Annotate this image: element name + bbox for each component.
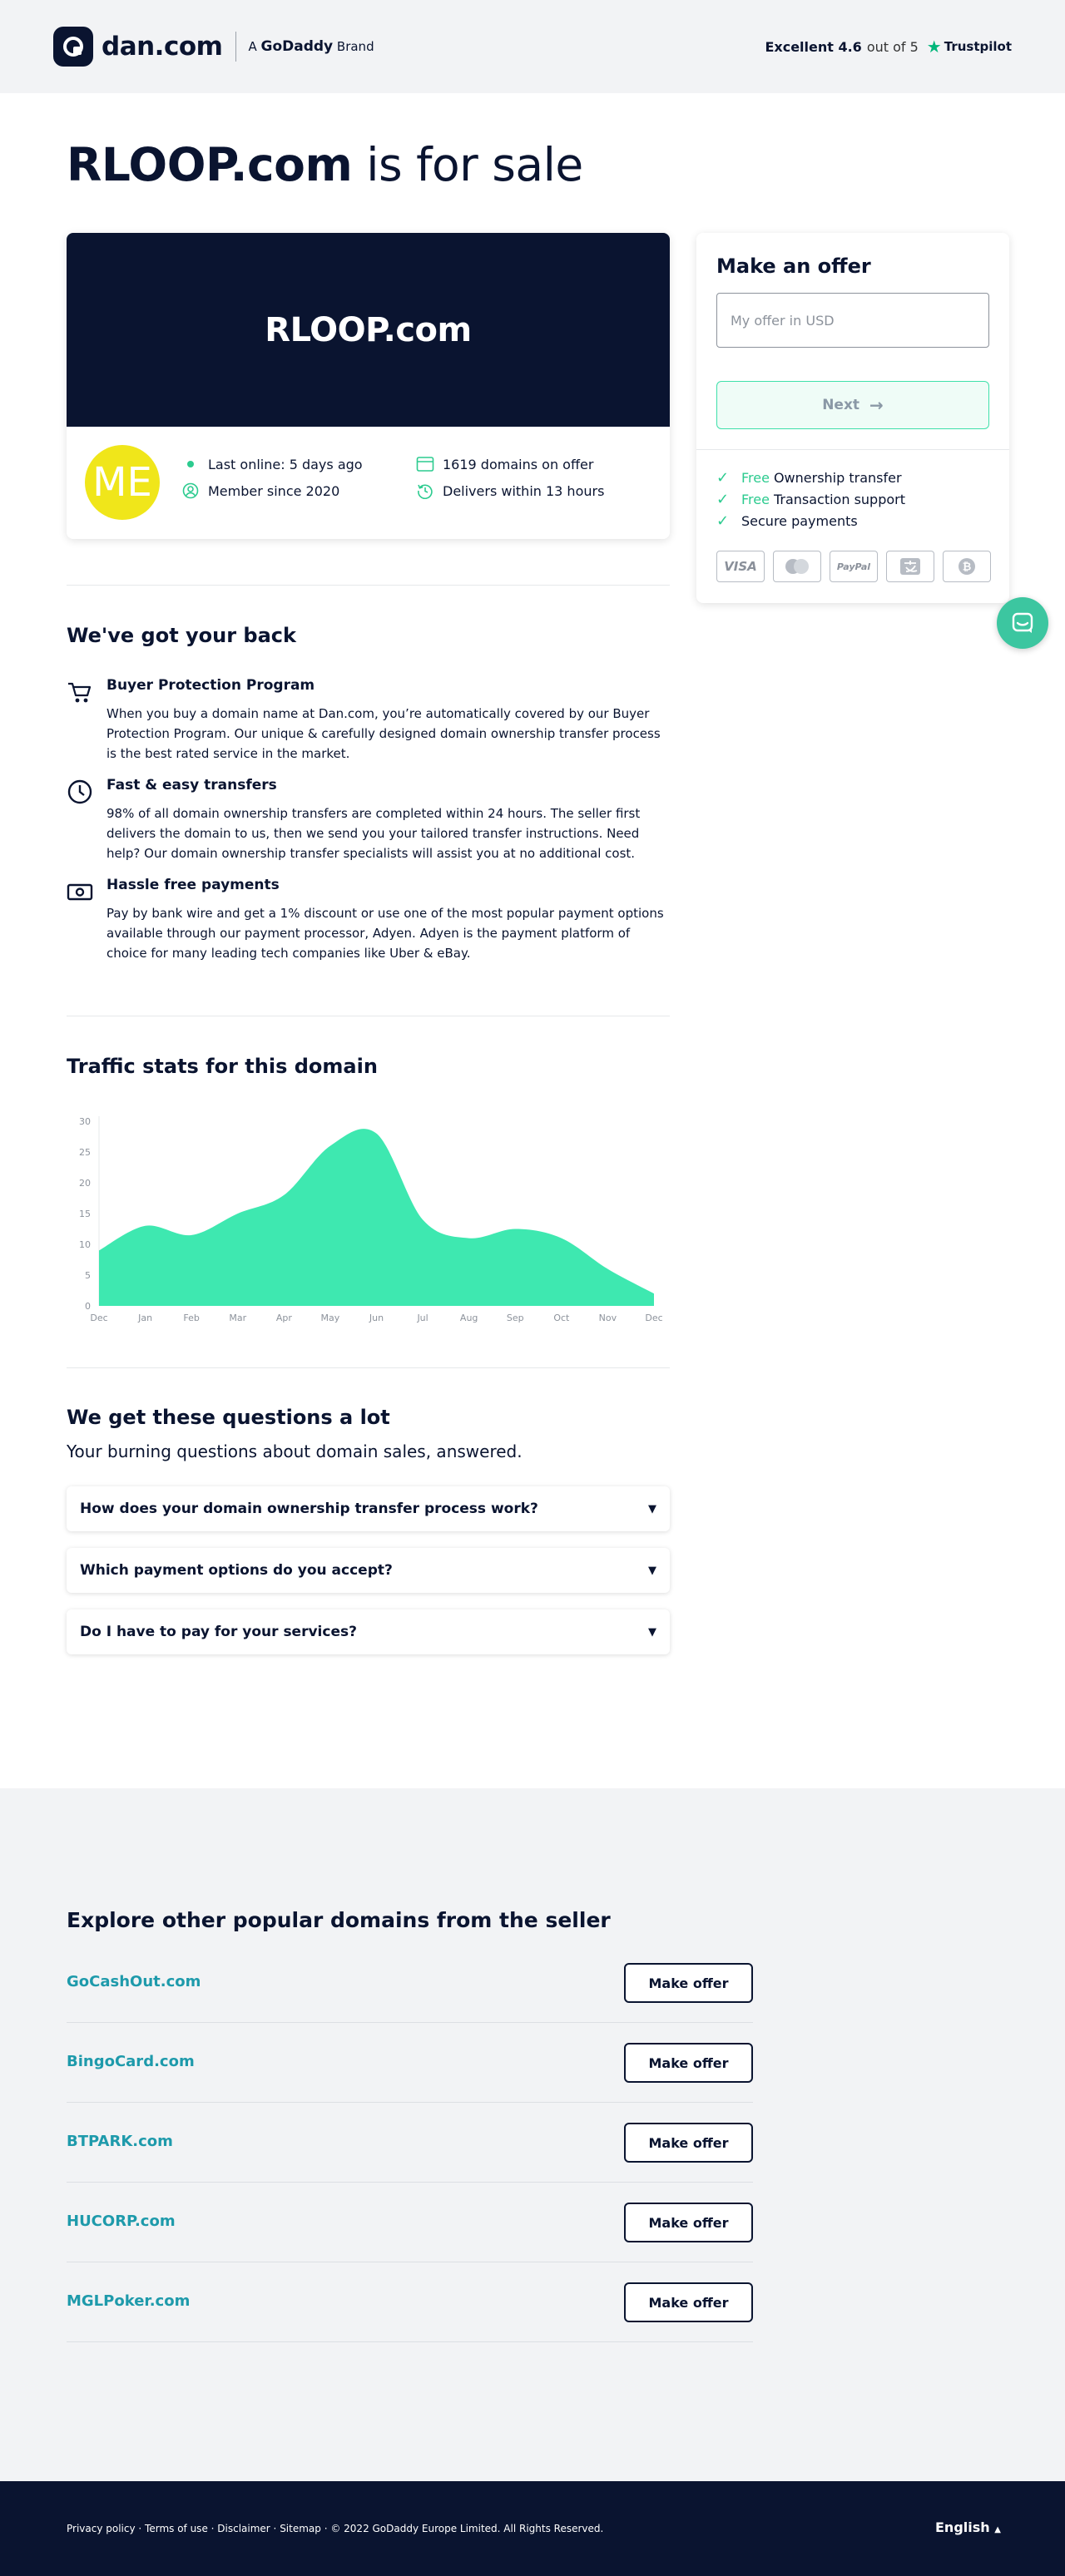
x-tick-label: Jul xyxy=(417,1313,428,1323)
seller-domain-row xyxy=(67,2103,753,2183)
seller-domain-link[interactable]: GoCashOut.com xyxy=(67,1973,201,1990)
faq-heading: We get these questions a lot xyxy=(67,1406,390,1429)
faq-item[interactable] xyxy=(67,1486,670,1531)
offer-card xyxy=(696,233,1009,603)
make-offer-button[interactable]: Make offer xyxy=(624,2203,753,2242)
x-tick-label: Dec xyxy=(645,1313,663,1323)
x-tick-label: Feb xyxy=(183,1313,200,1323)
make-offer-button[interactable]: Make offer xyxy=(624,2043,753,2083)
last-online xyxy=(181,455,363,473)
dan-logo-icon xyxy=(53,27,93,67)
faq-question: Which payment options do you accept? xyxy=(80,1562,393,1579)
mastercard-icon xyxy=(773,551,821,582)
check-icon: ✓ xyxy=(716,491,730,508)
traffic-chart xyxy=(67,1098,670,1323)
banknote-icon xyxy=(67,878,93,905)
feature-secure-payments xyxy=(716,512,858,530)
trustpilot-rating[interactable] xyxy=(765,37,1012,57)
free-label: Free xyxy=(741,492,770,507)
visa-icon: VISA xyxy=(716,551,765,582)
delivery-time-text: Delivers within 13 hours xyxy=(443,482,605,499)
benefit-text: 98% of all domain ownership transfers are completed within 24 hours. The seller first delivers the domain to us, then we send you your tailored transfer instructions. Need help? Our domain ownership transfer specialists will assist you at no additional cost. xyxy=(106,806,641,861)
trustpilot-out-of: out of 5 xyxy=(866,38,919,55)
make-offer-button[interactable]: Make offer xyxy=(624,1963,753,2003)
site-header xyxy=(0,0,1065,93)
seller-domain-row xyxy=(67,2262,753,2342)
domains-on-offer[interactable] xyxy=(416,455,593,473)
domains-on-offer-text: 1619 domains on offer xyxy=(443,456,594,472)
chevron-down-icon: ▼ xyxy=(648,1502,656,1515)
browser-window-icon xyxy=(416,455,434,473)
traffic-heading: Traffic stats for this domain xyxy=(67,1055,378,1078)
language-label: English xyxy=(935,2519,990,2535)
x-tick-label: Dec xyxy=(90,1313,108,1323)
feature-transaction-support xyxy=(716,491,905,508)
terms-of-use-link[interactable]: Terms of use xyxy=(145,2523,208,2534)
seller-domain-row xyxy=(67,2023,753,2103)
y-tick-label: 10 xyxy=(79,1239,91,1250)
seller-domain-link[interactable]: BingoCard.com xyxy=(67,2053,195,2070)
domain-banner xyxy=(67,233,670,427)
benefit-title: Fast & easy transfers xyxy=(106,777,277,794)
x-tick-label: Apr xyxy=(275,1313,292,1323)
faq-question: How does your domain ownership transfer process work? xyxy=(80,1501,538,1517)
payment-methods xyxy=(716,551,999,582)
online-dot-icon xyxy=(181,455,200,473)
feature-text: Secure payments xyxy=(741,513,858,529)
y-tick-label: 0 xyxy=(85,1301,91,1312)
x-tick-label: May xyxy=(320,1313,340,1323)
x-tick-label: Oct xyxy=(553,1313,570,1323)
seller-avatar: ME xyxy=(85,445,160,520)
benefit-title: Hassle free payments xyxy=(106,877,280,893)
user-circle-icon xyxy=(181,482,200,500)
feature-ownership-transfer xyxy=(716,469,902,487)
privacy-policy-link[interactable]: Privacy policy xyxy=(67,2523,136,2534)
y-tick-label: 30 xyxy=(79,1116,91,1127)
faq-item[interactable] xyxy=(67,1548,670,1593)
offer-divider xyxy=(696,449,1009,450)
trustpilot-star-icon: ★ xyxy=(926,37,942,57)
caret-up-icon: ▲ xyxy=(994,2525,1001,2534)
x-tick-label: Nov xyxy=(598,1313,617,1323)
x-tick-label: Mar xyxy=(229,1313,247,1323)
seller-domain-row xyxy=(67,1943,753,2023)
y-tick-label: 5 xyxy=(85,1270,91,1281)
chevron-down-icon: ▼ xyxy=(648,1564,656,1577)
x-tick-label: Sep xyxy=(506,1313,524,1323)
feature-text: Transaction support xyxy=(773,492,905,507)
benefit-text: Pay by bank wire and get a 1% discount or use one of the most popular payment options available through our payment processor, Adyen. Adyen is the payment platform of choice for many leading tech companies like Uber & eBay. xyxy=(106,906,664,961)
chevron-down-icon: ▼ xyxy=(648,1625,656,1639)
check-icon: ✓ xyxy=(716,512,730,530)
copyright: © 2022 GoDaddy Europe Limited. All Rights Reserved. xyxy=(330,2523,604,2534)
site-footer xyxy=(0,2481,1065,2576)
member-since xyxy=(181,482,339,500)
feature-text: Ownership transfer xyxy=(773,470,902,486)
benefit-title: Buyer Protection Program xyxy=(106,677,315,694)
y-tick-label: 15 xyxy=(79,1209,91,1219)
x-tick-label: Jan xyxy=(138,1313,153,1323)
section-divider xyxy=(67,1367,670,1368)
disclaimer-link[interactable]: Disclaimer xyxy=(217,2523,270,2534)
bitcoin-icon xyxy=(943,551,991,582)
shopping-cart-icon xyxy=(67,679,93,705)
brand[interactable] xyxy=(53,27,374,67)
domain-banner-text: RLOOP.com xyxy=(265,310,472,349)
section-divider xyxy=(67,585,670,586)
benefit-payments xyxy=(67,877,670,968)
faq-item[interactable] xyxy=(67,1609,670,1654)
x-tick-label: Jun xyxy=(369,1313,384,1323)
title-domain: RLOOP.com xyxy=(67,138,353,191)
page-title xyxy=(67,138,583,191)
next-button[interactable] xyxy=(716,381,989,429)
free-label: Free xyxy=(741,470,770,486)
seller-info xyxy=(67,427,670,539)
benefit-buyer-protection xyxy=(67,677,670,769)
offer-input[interactable] xyxy=(716,293,989,348)
trustpilot-name: Trustpilot xyxy=(944,39,1012,54)
check-icon: ✓ xyxy=(716,469,730,487)
delivery-time xyxy=(416,482,604,500)
seller-heading: Explore other popular domains from the seller xyxy=(67,1908,611,1932)
benefits-heading: We've got your back xyxy=(67,624,296,647)
last-online-text: Last online: 5 days ago xyxy=(208,456,363,472)
brand-divider xyxy=(235,32,236,62)
seller-domain-link[interactable]: BTPARK.com xyxy=(67,2133,173,2150)
y-tick-label: 20 xyxy=(79,1178,91,1189)
svg-text:₿: ₿ xyxy=(962,561,972,574)
faq-question: Do I have to pay for your services? xyxy=(80,1624,357,1640)
alipay-icon xyxy=(886,551,934,582)
seller-domain-link[interactable]: HUCORP.com xyxy=(67,2213,176,2230)
sitemap-link[interactable]: Sitemap xyxy=(280,2523,321,2534)
arrow-right-icon: → xyxy=(869,395,884,415)
next-button-label: Next xyxy=(822,397,860,413)
offer-heading: Make an offer xyxy=(716,255,871,278)
chat-icon xyxy=(1010,611,1035,635)
godaddy-brand: A GoDaddy Brand xyxy=(248,38,374,55)
chat-button[interactable] xyxy=(997,597,1048,649)
clock-icon xyxy=(67,779,93,805)
footer-links: Privacy policy · Terms of use · Disclaimer · Sitemap · © 2022 GoDaddy Europe Limited. All Rights Reserved. xyxy=(67,2523,604,2534)
faq-subheading: Your burning questions about domain sales, answered. xyxy=(67,1441,523,1461)
benefit-fast-transfers xyxy=(67,777,670,868)
domain-card xyxy=(67,233,670,539)
x-tick-label: Aug xyxy=(459,1313,478,1323)
trustpilot-score: Excellent 4.6 xyxy=(765,38,862,55)
y-tick-label: 25 xyxy=(79,1147,91,1158)
language-selector[interactable] xyxy=(935,2519,1001,2535)
make-offer-button[interactable]: Make offer xyxy=(624,2282,753,2322)
title-suffix: is for sale xyxy=(366,138,583,191)
make-offer-button[interactable]: Make offer xyxy=(624,2123,753,2163)
seller-domain-row xyxy=(67,2183,753,2262)
seller-domains-section xyxy=(0,1788,1065,2481)
history-clock-icon xyxy=(416,482,434,500)
seller-domain-link[interactable]: MGLPoker.com xyxy=(67,2292,191,2310)
paypal-icon: PayPal xyxy=(830,551,878,582)
traffic-area xyxy=(99,1129,654,1306)
member-since-text: Member since 2020 xyxy=(208,482,340,499)
benefit-text: When you buy a domain name at Dan.com, you’re automatically covered by our Buyer Protection Program. Our unique & carefully designed domain ownership transfer process is the best rated service in the market. xyxy=(106,706,661,761)
logo-text: dan.com xyxy=(102,32,223,62)
